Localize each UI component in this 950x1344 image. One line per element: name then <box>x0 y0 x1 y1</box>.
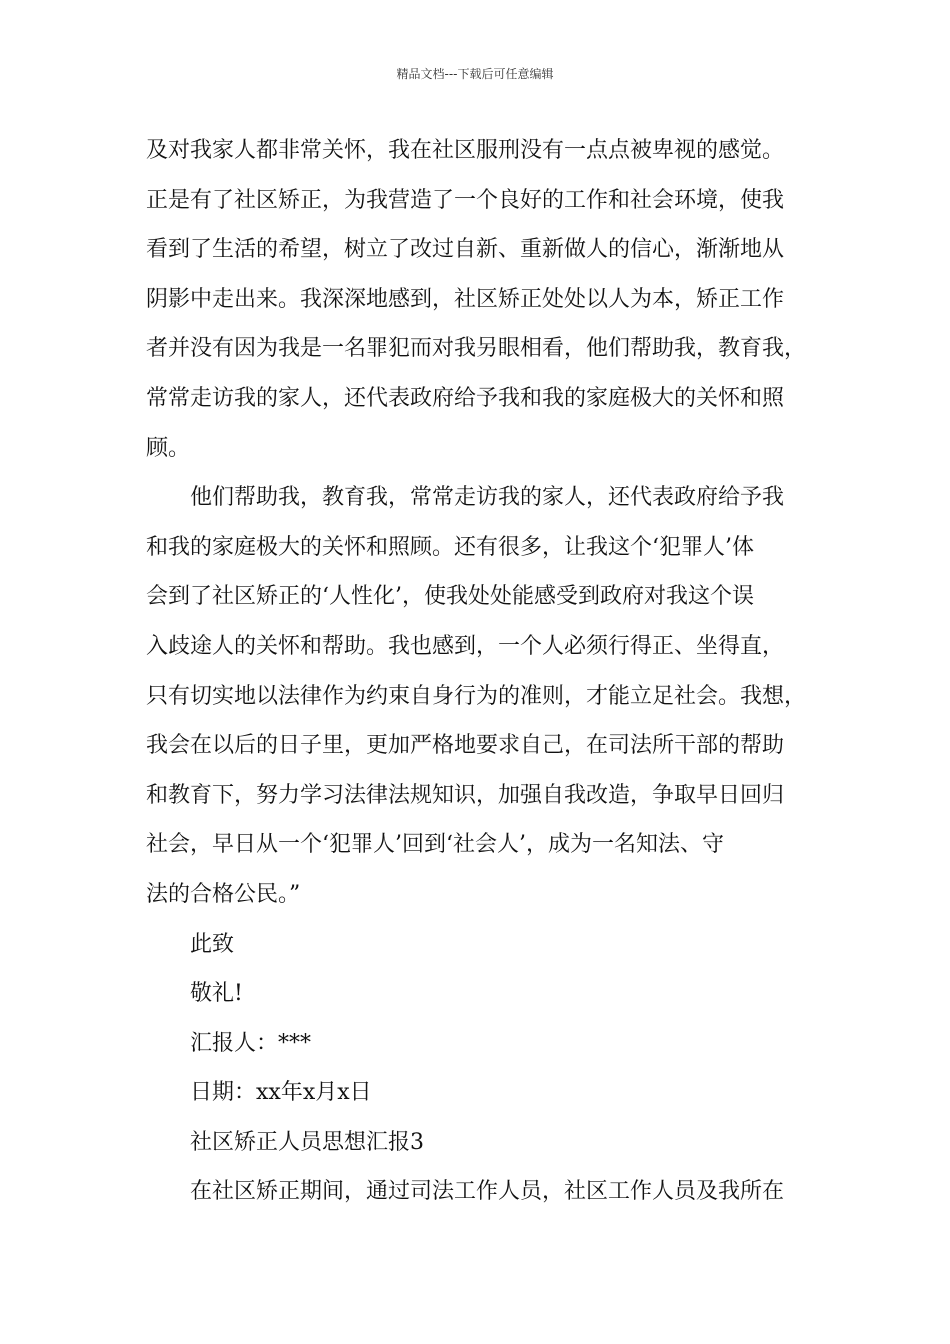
document-body <box>146 126 816 1217</box>
date-line: 日期：xx年x月x日 <box>190 1080 372 1106</box>
text-line: 阴影中走出来。我深深地感到，社区矫正处处以人为本，矫正工作 <box>146 286 785 312</box>
text-line: 顾。 <box>146 435 191 461</box>
text-line: 法的合格公民。” <box>146 881 301 907</box>
text-line: 者并没有因为我是一名罪犯而对我另眼相看，他们帮助我，教育我， <box>146 336 807 362</box>
section-title: 社区矫正人员思想汇报3 <box>190 1129 424 1155</box>
paragraph-start-line: 在社区矫正期间，通过司法工作人员，社区工作人员及我所在 <box>190 1179 785 1205</box>
text-line: 社会，早日从一个‘犯罪人’回到‘社会人’，成为一名知法、守 <box>146 832 724 858</box>
page-header: 精品文档---下载后可任意编辑 <box>396 67 554 81</box>
closing-salutation: 此致 <box>190 931 235 957</box>
closing-regards: 敬礼! <box>190 981 243 1007</box>
text-line: 只有切实地以法律作为约束自身行为的准则，才能立足社会。我想， <box>146 683 807 709</box>
text-line: 和我的家庭极大的关怀和照顾。还有很多，让我这个‘犯罪人’体 <box>146 534 754 560</box>
reporter-line: 汇报人：*** <box>190 1030 312 1056</box>
text-line: 及对我家人都非常关怀，我在社区服刑没有一点点被卑视的感觉。 <box>146 138 785 163</box>
text-line: 和教育下，努力学习法律法规知识，加强自我改造，争取早日回归 <box>146 782 785 808</box>
text-line: 正是有了社区矫正，为我营造了一个良好的工作和社会环境，使我 <box>146 187 785 213</box>
text-line: 看到了生活的希望，树立了改过自新、重新做人的信心，渐渐地从 <box>146 237 785 263</box>
paragraph-start-line: 他们帮助我，教育我，常常走访我的家人，还代表政府给予我 <box>190 485 785 511</box>
text-line: 常常走访我的家人，还代表政府给予我和我的家庭极大的关怀和照 <box>146 385 785 411</box>
text-line: 入歧途人的关怀和帮助。我也感到，一个人必须行得正、坐得直， <box>146 633 785 659</box>
text-line: 会到了社区矫正的‘人性化’，使我处处能感受到政府对我这个误 <box>146 584 754 610</box>
text-line: 我会在以后的日子里，更加严格地要求自己，在司法所干部的帮助 <box>146 733 785 759</box>
